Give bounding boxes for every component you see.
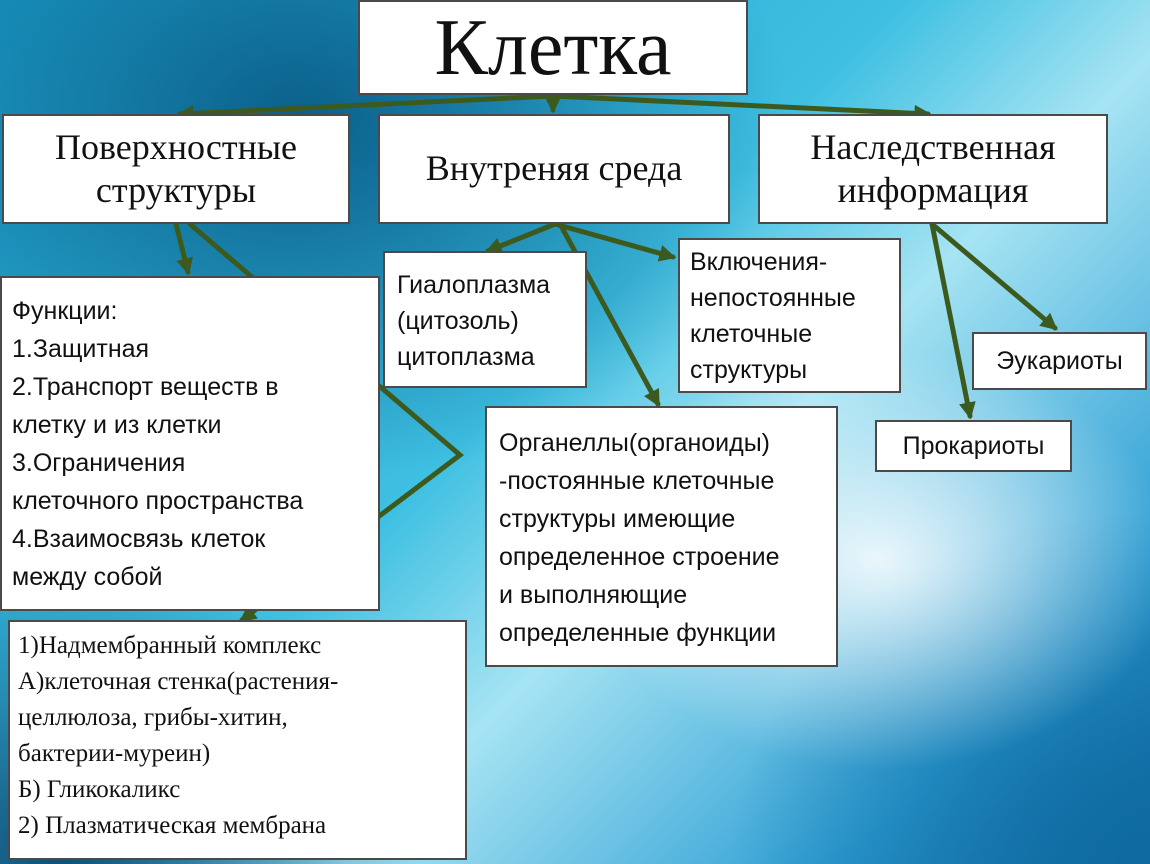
arrow-title-to-hereditary (553, 96, 928, 114)
arrow-surface-to-functions (176, 224, 188, 272)
category-hereditary-information (758, 114, 1108, 224)
functions-line: 4.Взаимосвязь клеток (12, 525, 266, 553)
category-internal-environment (378, 114, 730, 224)
hyaloplasm-line: цитоплазма (397, 343, 535, 371)
arrow-internal-to-hyaloplasm (488, 224, 555, 251)
membrane-line: бактерии-муреин) (18, 740, 211, 767)
inclusions-line: Включения- (690, 248, 828, 276)
membrane-line: А)клеточная стенка(растения- (18, 668, 339, 695)
functions-line: Функции: (12, 297, 118, 325)
eukaryotes-box (972, 332, 1147, 390)
inclusions-box (678, 238, 901, 393)
functions-line: клеточного пространства (12, 487, 304, 515)
hyaloplasm-line: (цитозоль) (397, 307, 519, 335)
arrow-title-to-surface (180, 96, 553, 114)
category-internal-label: Внутреняя среда (425, 148, 683, 189)
category-surface-structures (2, 114, 350, 224)
inclusions-line: непостоянные (690, 284, 856, 312)
membrane-line: целлюлоза, грибы-хитин, (18, 704, 288, 731)
prokaryotes-box (875, 420, 1072, 472)
membrane-line: 1)Надмембранный комплекс (18, 632, 322, 659)
functions-line: между собой (12, 563, 163, 591)
functions-line: 2.Транспорт веществ в (12, 373, 279, 401)
hyaloplasm-line: Гиалоплазма (397, 271, 551, 299)
prokaryotes-label: Прокариоты (902, 431, 1045, 460)
page-title: Клетка (434, 3, 672, 92)
inclusions-line: структуры (690, 356, 808, 384)
organelles-line: -постоянные клеточные (499, 467, 775, 495)
eukaryotes-label: Эукариоты (996, 346, 1123, 375)
organelles-line: Органеллы(органоиды) (499, 429, 771, 457)
functions-box (0, 276, 380, 611)
organelles-line: определенные функции (499, 619, 777, 647)
functions-line: 3.Ограничения (12, 449, 186, 477)
functions-line: 1.Защитная (12, 335, 150, 363)
organelles-box (485, 406, 838, 667)
functions-line: клетку и из клетки (12, 411, 222, 439)
membrane-line: 2) Плазматическая мембрана (18, 812, 327, 839)
organelles-line: структуры имеющие (499, 505, 736, 533)
category-hereditary-label: Наследственная информация (810, 126, 1056, 210)
hyaloplasm-box (383, 251, 587, 388)
organelles-line: определенное строение (499, 543, 780, 571)
title-box (358, 0, 748, 95)
organelles-line: и выполняющие (499, 581, 688, 609)
inclusions-line: клеточные (690, 320, 813, 348)
membrane-line: Б) Гликокаликс (18, 776, 181, 803)
membrane-complex-box (8, 620, 467, 860)
category-surface-label: Поверхностные структуры (54, 126, 298, 210)
